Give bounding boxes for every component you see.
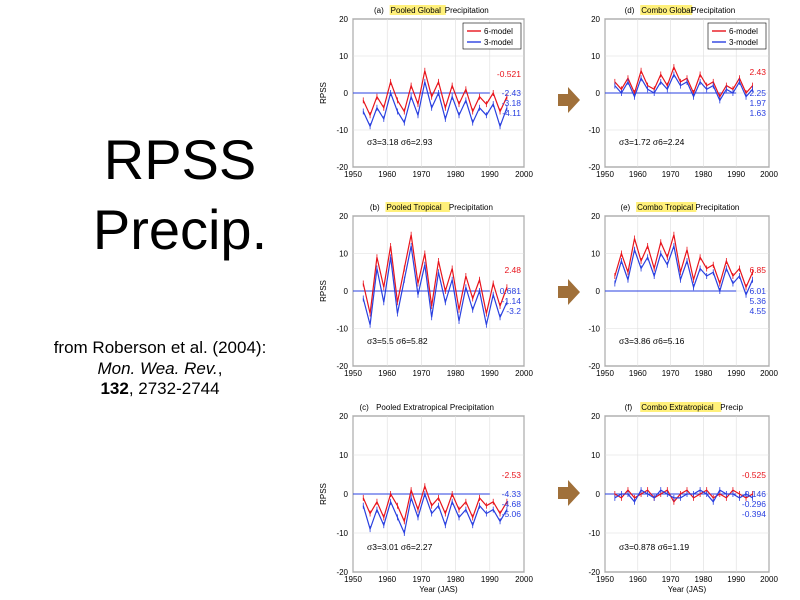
score-3-model: -5.06 [501,509,521,519]
score-6-model: 6.85 [749,265,766,275]
score-3-model: -4.33 [501,489,521,499]
panel-title-prefix: (c) [359,403,369,412]
y-tick-label: -10 [588,324,600,334]
panel-title [374,5,489,15]
legend-label: 6-model [484,27,513,36]
x-tick-label: 2000 [760,369,778,378]
legend-label: 6-model [729,27,758,36]
x-tick-label: 1950 [596,575,614,584]
x-tick-label: 2000 [515,369,533,378]
x-tick-label: 1950 [596,369,614,378]
panel-title-highlight: Pooled Tropical [386,203,442,212]
x-axis-label: Year (JAS) [419,585,458,594]
y-tick-label: 10 [591,52,600,61]
panel-title-highlight: Pooled Global [390,6,441,15]
y-tick-label: -20 [336,163,348,172]
score-3-model: -3.2 [506,306,521,316]
sigma-annotation: σ3=3.86 σ6=5.16 [619,336,685,346]
y-tick-label: -20 [588,163,600,172]
x-tick-label: 1970 [412,369,431,378]
y-tick-label: -20 [336,568,348,577]
legend [463,23,521,49]
panel-title-highlight: Combo Extratropical [641,403,714,412]
score-3-model: 6.01 [749,286,766,296]
legend-label: 3-model [729,38,758,47]
y-axis-label: RPSS [319,82,328,104]
sigma-annotation: σ3=5.5 σ6=5.82 [367,336,428,346]
panel-title-prefix: (a) [374,6,384,15]
y-tick-label: 20 [339,212,348,221]
y-tick-label: -10 [336,324,348,334]
x-tick-label: 2000 [515,575,533,584]
x-tick-label: 1960 [628,575,647,584]
arrow-right-icon [558,480,580,506]
y-tick-label: -20 [336,362,348,371]
citation-pages: , 2732-2744 [128,379,220,399]
score-3-model: -2.43 [501,88,521,98]
panel-a [319,5,533,179]
y-axis-label: RPSS [319,280,328,302]
panel-c [319,403,533,594]
score-3-model: 1.63 [749,108,766,118]
y-tick-label: -10 [588,126,600,135]
legend [708,23,766,49]
x-tick-label: 1980 [446,170,465,179]
sigma-annotation: σ3=1.72 σ6=2.24 [619,137,685,147]
panel-title [620,202,739,212]
score-3-model: -0.394 [741,509,766,519]
x-tick-label: 2000 [515,170,533,179]
x-tick-label: 1950 [596,170,614,179]
citation-line1: from Roberson et al. (2004): [53,338,267,357]
x-tick-label: 2000 [760,575,778,584]
x-tick-label: 1990 [727,369,746,378]
y-tick-label: 20 [339,15,348,24]
sigma-annotation: σ3=0.878 σ6=1.19 [619,542,690,552]
x-tick-label: 1970 [412,170,431,179]
x-tick-label: 1950 [344,170,362,179]
panel-f [588,402,778,594]
panel-title-prefix: (f) [624,403,633,412]
panel-title-suffix: Precipitation [695,203,740,212]
x-axis-label: Year (JAS) [667,585,707,594]
score-3-model: -1.14 [501,296,521,306]
panel-title-suffix: Precipitation [691,6,736,15]
panel-title-suffix: Precipitation [444,6,489,15]
panel-d [588,5,778,179]
y-tick-label: 10 [339,451,348,460]
slide-title-line2: Precip. [92,198,268,261]
y-tick-label: -20 [588,568,600,577]
x-tick-label: 1970 [661,369,680,378]
y-tick-label: 20 [339,412,348,421]
x-tick-label: 1980 [694,575,713,584]
y-tick-label: 10 [591,249,600,259]
x-tick-label: 1980 [694,170,713,179]
arrow-right-icon [558,87,580,113]
y-tick-label: -10 [336,529,348,538]
citation-journal: Mon. Wea. Rev. [97,358,218,378]
x-tick-label: 1960 [378,575,397,584]
citation-volume: 132 [100,379,129,399]
y-tick-label: 0 [343,89,348,98]
score-3-model: 4.55 [749,306,766,316]
x-tick-label: 1970 [661,575,680,584]
y-tick-label: 0 [595,287,600,296]
x-tick-label: 1990 [480,170,499,179]
y-tick-label: -20 [588,362,600,371]
panel-title-suffix: Pooled Extratropical Precipitation [376,403,494,412]
panel-title-suffix: Precip [720,403,743,412]
sigma-annotation: σ3=3.18 σ6=2.93 [367,137,433,147]
score-3-model: 0.681 [499,286,521,296]
panel-title [370,202,493,212]
panel-title-prefix: (d) [624,6,635,15]
y-axis-label: RPSS [319,483,328,505]
y-tick-label: 0 [343,287,348,296]
x-tick-label: 1960 [628,369,647,378]
x-tick-label: 1980 [694,369,713,378]
score-3-model: -0.146 [741,489,766,499]
y-tick-label: 10 [339,52,348,61]
citation-comma: , [217,358,223,378]
panel-b [319,202,533,378]
x-tick-label: 1990 [727,170,746,179]
x-tick-label: 2000 [760,170,778,179]
x-tick-label: 1950 [344,575,362,584]
x-tick-label: 1960 [378,369,397,378]
y-tick-label: 20 [591,212,600,221]
score-3-model: -0.296 [741,499,766,509]
arrow-right-icon [558,279,580,305]
panel-title-prefix: (e) [620,203,631,212]
score-6-model: -0.525 [741,470,766,480]
y-tick-label: 20 [591,412,600,421]
score-6-model: 2.48 [504,265,521,275]
x-tick-label: 1960 [628,170,647,179]
x-tick-label: 1990 [480,575,499,584]
x-tick-label: 1970 [661,170,680,179]
slide-title-line1: RPSS [103,128,257,191]
score-3-model: 5.36 [749,296,766,306]
y-tick-label: 10 [591,451,600,460]
panel-e [588,202,778,378]
score-6-model: -0.521 [496,69,521,79]
panel-title-suffix: Precipitation [448,203,493,212]
score-3-model: 2.25 [749,88,766,98]
x-tick-label: 1960 [378,170,397,179]
score-3-model: -3.18 [501,98,521,108]
y-tick-label: 20 [591,15,600,24]
x-tick-label: 1980 [446,575,465,584]
x-tick-label: 1970 [412,575,431,584]
score-3-model: 1.97 [749,98,766,108]
y-tick-label: 0 [595,490,600,499]
panel-title-highlight: Combo Global [641,6,693,15]
y-tick-label: -10 [336,126,348,135]
y-tick-label: 10 [339,249,348,259]
x-tick-label: 1990 [727,575,746,584]
panel-title [359,403,493,412]
score-3-model: -4.11 [502,108,521,118]
panel-title-prefix: (b) [369,203,380,212]
panel-title [625,5,736,15]
legend-label: 3-model [484,38,513,47]
score-3-model: -4.68 [501,499,521,509]
x-tick-label: 1980 [446,369,465,378]
sigma-annotation: σ3=3.01 σ6=2.27 [367,542,433,552]
x-tick-label: 1950 [344,369,362,378]
panel-title [625,402,744,412]
panel-title-highlight: Combo Tropical [637,203,694,212]
score-6-model: 2.43 [749,67,766,77]
y-tick-label: 0 [595,89,600,98]
y-tick-label: -10 [588,529,600,538]
y-tick-label: 0 [343,490,348,499]
x-tick-label: 1990 [480,369,499,378]
score-6-model: -2.53 [501,470,521,480]
